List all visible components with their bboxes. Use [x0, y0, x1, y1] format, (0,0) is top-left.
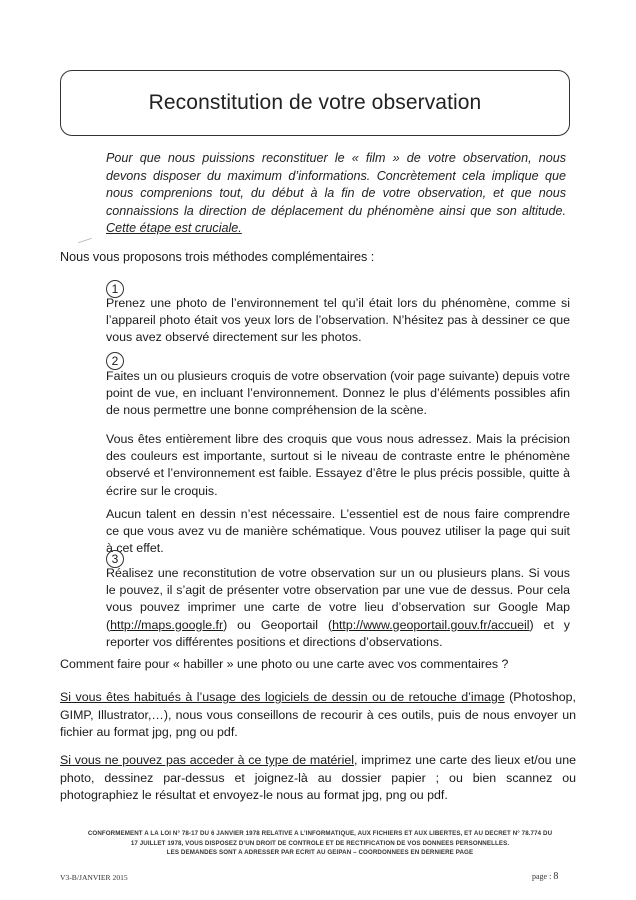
- legal-line-1: CONFORMEMENT A LA LOI N° 78-17 DU 6 JANVIER 1978 RELATIVE A L’INFORMATIQUE, AUX FICHIERS ET AUX LIBERTES, ET AU DECRET N° 78.774 DU: [87, 830, 553, 837]
- habiller-question: Comment faire pour « habiller » une photo ou une carte avec vos commentaires ?: [60, 657, 509, 671]
- title-box: [60, 70, 570, 136]
- method-2-paragraph-1: Faites un ou plusieurs croquis de votre observation (voir page suivante) depuis votre point de vue, en incluant l’environnement. Donnez le plus d’éléments possibles afin de nous permettre une bonne compréhension de la scène.: [106, 369, 570, 418]
- footer-version: V3-B/JANVIER 2015: [60, 873, 128, 882]
- footer-page: [532, 871, 558, 882]
- method-2-paragraph-3: Aucun talent en dessin n’est nécessaire. L’essentiel est de nous faire comprendre ce que vous avez vu de manière schématique. Vous pouvez utiliser la page qui suit à cet effet.: [106, 507, 570, 556]
- intro-paragraph: [106, 150, 566, 238]
- intro-emphasis: Cette étape est cruciale.: [106, 221, 242, 236]
- method-2-paragraph-2: Vous êtes entièrement libre des croquis que vous nous adressez. Mais la précision des couleurs est importante, surtout si le niveau de contraste entre le phénomène observé et l’environnement est faible. Essayez d’être le plus précis possible, quitte à écrire sur le croquis.: [106, 432, 570, 498]
- method-1-number: 1: [106, 280, 124, 298]
- advice-paper-underlined: Si vous ne pouvez pas acceder à ce type de matériel: [60, 753, 354, 767]
- advice-software-underlined: Si vous êtes habitués à l’usage des logiciels de dessin ou de retouche d’image: [60, 690, 505, 704]
- legal-line-2: 17 JUILLET 1978, VOUS DISPOSEZ D’UN DROIT DE CONTROLE ET DE RECTIFICATION DE VOS DONNEES PERSONNELLES.: [130, 839, 510, 847]
- page-number: 8: [553, 871, 559, 882]
- legal-line-3: LES DEMANDES SONT A ADRESSER PAR ECRIT AU GEIPAN – COORDONNEES EN DERNIERE PAGE: [166, 849, 474, 857]
- methods-lead: Nous vous proposons trois méthodes complémentaires :: [60, 250, 375, 264]
- google-maps-link[interactable]: http://maps.google.fr: [110, 617, 224, 632]
- legal-notice: [70, 829, 570, 858]
- method-3-paragraph: [106, 565, 570, 651]
- method-1-paragraph: Prenez une photo de l’environnement tel qu’il était lors du phénomène, comme si l’appareil photo était vos yeux lors de l’observation. N’hésitez pas à dessiner ce que vous avez observé directement sur les photos.: [106, 296, 570, 345]
- method-3-text-after: ) et y reporter vos différentes positions et directions d’observations.: [106, 617, 571, 649]
- method-3-number: 3: [106, 550, 124, 568]
- method-3-text-middle: ) ou Geoportail (: [223, 617, 333, 632]
- advice-paper: [60, 752, 576, 805]
- stray-mark: [78, 238, 92, 243]
- method-3-text-before: Réalisez une reconstitution de votre observation sur un ou plusieurs plans. Si vous le pouvez, il s’agit de présenter votre observation par une vue de dessus. Pour cela vous pouvez imprimer une carte de votre lieu d’observation sur Google Map (: [106, 566, 570, 632]
- geoportail-link[interactable]: http://www.geoportail.gouv.fr/accueil: [332, 617, 530, 632]
- page-label: page :: [532, 872, 552, 881]
- advice-software-rest: (Photoshop, GIMP, Illustrator,…), nous vous conseillons de recourir à ces outils, puis de nous envoyer un fichier au format jpg, png ou pdf.: [60, 690, 576, 740]
- method-2-number: 2: [106, 352, 124, 370]
- intro-text: Pour que nous puissions reconstituer le « film » de votre observation, nous devons disposer du maximum d’informations. Concrètement cela implique que nous comprenions tout, du début à la fin de votre observation, et que nous connaissions la direction de déplacement du phénomène ainsi que son altitude.: [106, 151, 566, 218]
- page-title: Reconstitution de votre observation: [148, 91, 482, 114]
- advice-paper-rest: , imprimez une carte des lieux et/ou une photo, dessinez par-dessus et joignez-là au dossier papier ; ou bien scannez ou photographiez le résultat et envoyez-le nous au format jpg, png ou pdf.: [60, 753, 576, 803]
- advice-software: [60, 689, 576, 742]
